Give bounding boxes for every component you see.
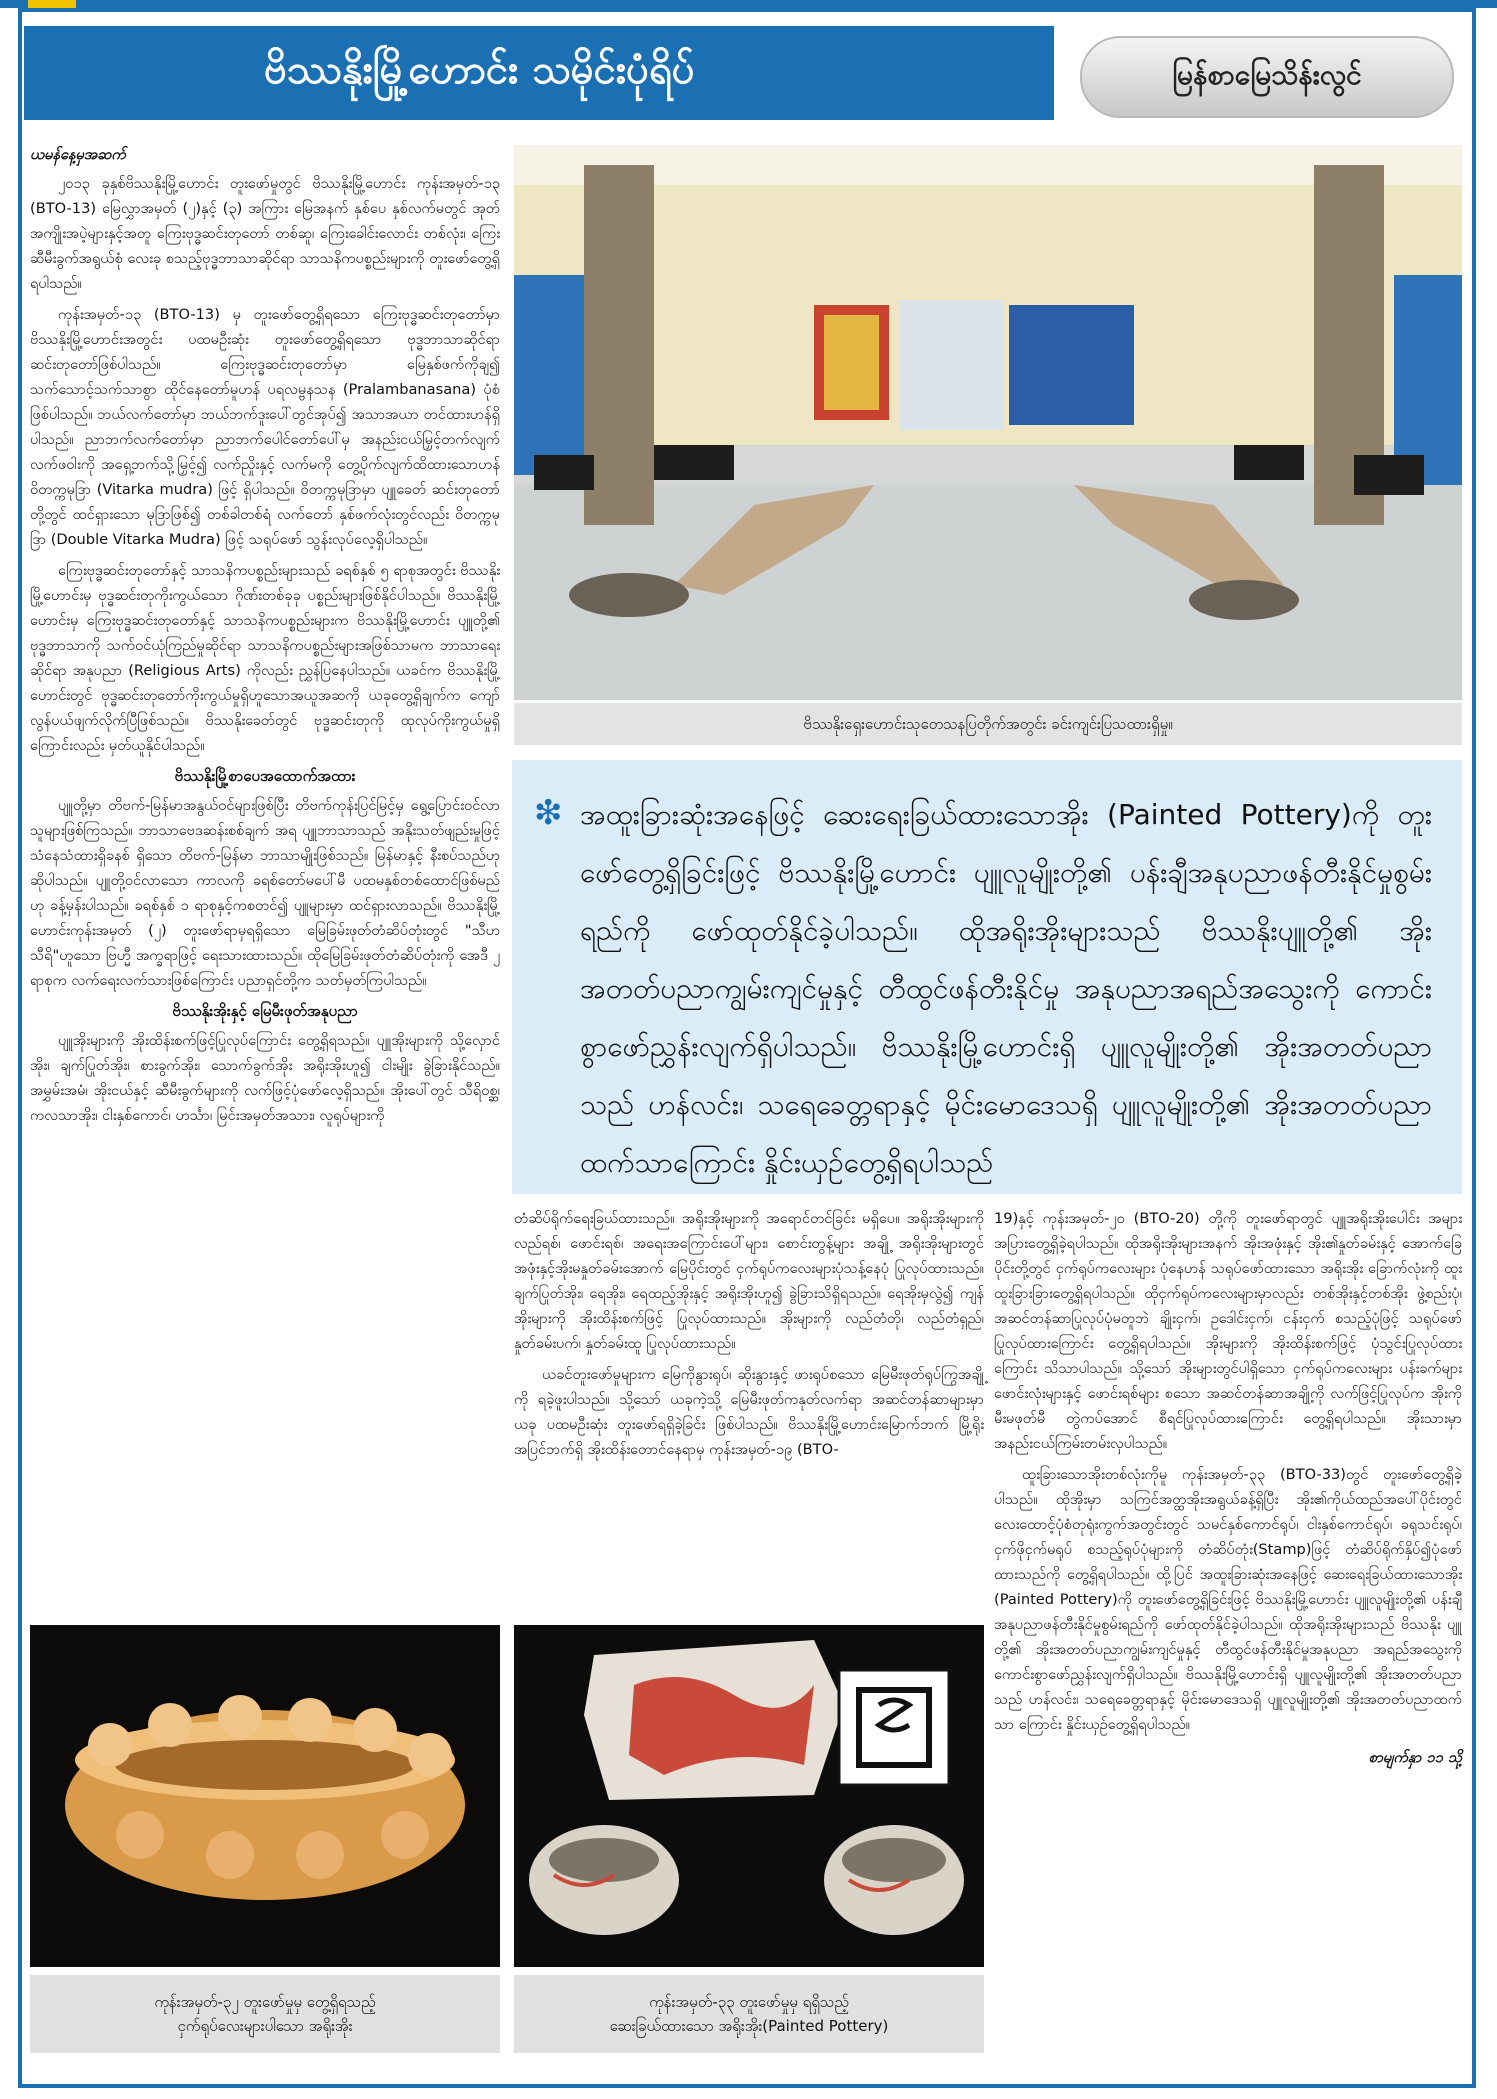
paragraph: ယခင်တူးဖော်မှုများက မြေကိုနွားရုပ်၊ ဆိုးနွားနှင့် ဖားရုပ်စသော မြေမီးဖုတ်ရုပ်ကြွအချို့ကို ရခဲ့ဖူးပါသည်။ သို့သော် ယခုကဲ့သို့ မြေမီးဖုတ်ကနုတ်လက်ရာ အဆင်တန်ဆာများမှာ ယခု ပထမဦးဆုံး တူးဖော်ရရှိခဲ့ခြင်း ဖြစ်ပါသည်။ ဗိဿနိုးမြို့ဟောင်းမြောက်ဘက် မြို့ရိုးအပြင်ဘက်ရှိ အိုးထိန်းတောင်နေရာမှ ကုန်းအမှတ်-၁၉ (BTO- (514, 1366, 984, 1458)
paragraph: 19)နှင့် ကုန်းအမှတ်-၂၀ (BTO-20) တို့ကို တူးဖော်ရာတွင် ပျူအရိုးအိုးပေါင်း အများအပြားတွေ့ရှိခဲ့ရပါသည်။ ထိုအရိုးအိုးများအနက် အိုးအဖုံးနှင့် အိုး၏နှုတ်ခမ်းနှင့် အောက်ခြေပိုင်းတို့တွင် ငှက်ရုပ်ကလေးများ ပုံနေဟန် သရုပ်ဖော်ထားသော အရိုးအိုး ခြောက်လုံးကို ထူးထူးခြားခြားတွေ့ရှိရပါသည်။ ထိုငှက်ရုပ်ကလေးများမှာလည်း တစ်အိုးနှင့်တစ်အိုး ဖွဲ့စည်းပုံ၊ အဆင်တန်ဆာပြုလုပ်ပုံမတူဘဲ ချိုးငှက်၊ ဥဒေါင်းငှက်၊ ငန်းငှက် စသည့်ပုံဖြင့် သရုပ်ဖော်ပြုလုပ်ထားကြောင်း တွေ့ရှိရပါသည်။ အိုးများကို အိုးထိန်းစက်ဖြင့် ပုံသွင်းပြုလုပ်ထားကြောင်း သိသာပါသည်။ သို့သော် အိုးများတွင်ပါရှိသော ငှက်ရုပ်ကလေးများ ပန်းခက်များ ဖောင်းလုံးများနှင့် ဖောင်းရစ်များ စသော အဆင်တန်ဆာအချို့ကို လက်ဖြင့်ပြုလုပ်က အိုးကိုမီးမဖုတ်မီ တွဲကပ်အောင် စီရင်ပြုလုပ်ထားကြောင်း တွေ့ရှိရပါသည်။ အိုးသားမှာ အနည်းငယ်ကြမ်းတမ်းလှပါသည်။ (994, 1210, 1462, 1452)
paragraph: ကြေးဗုဒ္ဓဆင်းတုတော်နှင့် သာသနိကပစ္စည်းများသည် ခရစ်နှစ် ၅ ရာစုအတွင်း ဗိဿနိုးမြို့ဟောင်းမှ ဗုဒ္ဓဆင်းတုကိုးကွယ်သော ဂိုဏ်းတစ်ခုခု ပစ္စည်းများဖြစ်နိုင်ပါသည်။ ဗိဿနိုးမြို့ဟောင်းမှ ကြေးဗုဒ္ဓဆင်းတုတော်နှင့် သာသနိကပစ္စည်းများက ဗိဿနိုးမြို့ဟောင်း ပျူတို့၏ ဗုဒ္ဓဘာသာကို သက်ဝင်ယုံကြည်မှုဆိုင်ရာ သာသနိကပစ္စည်းများအဖြစ်သာမက ဘာသာရေးဆိုင်ရာ အနုပညာ (Religious Arts) ကိုလည်း ညွှန်ပြနေပါသည်။ ယခင်က ဗိဿနိုးမြို့ဟောင်းတွင် ဗုဒ္ဓဆင်းတုတော်ကိုးကွယ်မှုရှိဟူသောအယူအဆကို ယခုတွေ့ရှိချက်က ကျော်လွန်ပယ်ဖျက်လိုက်ပြီဖြစ်သည်။ ဗိဿနိုးခေတ်တွင် ဗုဒ္ဓဆင်းတုကို ထုလုပ်ကိုးကွယ်မှုရှိကြောင်းလည်း မှတ်ယူနိုင်ပါသည်။ (30, 562, 500, 754)
caption-line: ငှက်ရုပ်လေးများပါသော အရိုးအိုး (177, 2017, 353, 2035)
article-column-3 (994, 1206, 1462, 1776)
paragraph: ၂၀၁၃ ခုနှစ်ဗိဿနိုးမြို့ဟောင်း တူးဖော်မှုတွင် ဗိဿနိုးမြို့ဟောင်း ကုန်းအမှတ်-၁၃ (BTO-13) မြေလွှာအမှတ် (၂)နှင့် (၃) အကြား မြေအနက် နှစ်ပေ နှစ်လက်မတွင် အုတ်အကျိုးအပဲ့များနှင့်အတူ ကြေးဗုဒ္ဓဆင်းတုတော် တစ်ဆူ၊ ကြေးခေါင်းလောင်း တစ်လုံး၊ ကြေးဆီမီးခွက်အရွယ်စုံ လေးခု စသည့်ဗုဒ္ဓဘာသာဆိုင်ရာ သာသနိကပစ္စည်းများကို တူးဖော်တွေ့ရှိရပါသည်။ (30, 175, 500, 292)
bird-pot-photo (30, 1625, 500, 1967)
museum-hall-image (514, 145, 1462, 700)
paragraph: ထူးခြားသောအိုးတစ်လုံးကိုမူ ကုန်းအမှတ်-၃၃ (BTO-33)တွင် တူးဖော်တွေ့ရှိခဲ့ပါသည်။ ထိုအိုးမှာ သကြင်အတ္ထအိုးအရွယ်ခန့်ရှိပြီး အိုး၏ကိုယ်ထည်အပေါ်ပိုင်းတွင် လေးထောင့်ပုံစံတုရုံးကွက်အတွင်းတွင် သမင်နှစ်ကောင်ရုပ်၊ ငါးနှစ်ကောင်ရုပ်၊ ခရုသင်းရုပ်၊ ငှက်ဖိုငှက်မရုပ် စသည့်ရုပ်ပုံများကို တံဆိပ်တုံး(Stamp)ဖြင့် တံဆိပ်ရိုက်နှိပ်၍ပုံဖော်ထားသည်ကို တွေ့ရှိရပါသည်။ ထို့ပြင် အထူးခြားဆုံးအနေဖြင့် ဆေးရေးခြယ်ထားသောအိုး (Painted Pottery)ကို တူးဖော်တွေ့ရှိခြင်းဖြင့် ဗိဿနိုးမြို့ဟောင်း ပျူလူမျိုးတို့၏ ပန်းချီအနုပညာဖန်တီးနိုင်မှုစွမ်းရည်ကို ဖော်ထုတ်နိုင်ခဲ့ပါသည်။ ထိုအရိုးအိုးများသည် ဗိဿနိုး ပျူတို့၏ အိုးအတတ်ပညာကျွမ်းကျင်မှုနှင့် တီထွင်ဖန်တီးနိုင်မှုအနုပညာ အရည်အသွေးကို ကောင်းစွာဖော်ညွှန်းလျက်ရှိပါသည်။ ဗိဿနိုးမြို့ဟောင်းရှိ ပျူလူမျိုးတို့၏ အိုးအတတ်ပညာသည် ဟန်လင်း၊ သရေခေတ္တရာနှင့် မိုင်းမောဒေသရှိ ပျူလူမျိုးတို့၏ အိုးအတတ်ပညာထက်သာ ကြောင်း နှိုင်းယှဉ်တွေ့ရှိရပါသည်။ (994, 1466, 1462, 1733)
byline: ယမန်နေ့မှအဆက် (30, 146, 126, 163)
painted-pottery-caption (514, 1975, 984, 2053)
continued-note: စာမျက်နှာ ၁၁ သို့ (1368, 1749, 1462, 1766)
subheading: ဗိဿနိုးမြို့စာပေအထောက်အထား (174, 767, 356, 785)
museum-photo (514, 145, 1462, 700)
paragraph: ကုန်းအမှတ်-၁၃ (BTO-13) မှ တူးဖော်တွေ့ရှိရသော ကြေးဗုဒ္ဓဆင်းတုတော်မှာ ဗိဿနိုးမြို့ဟောင်းအတွင်း ပထမဦးဆုံး တူးဖော်တွေ့ရှိရသော ဗုဒ္ဓဘာသာဆိုင်ရာ ဆင်းတုတော်ဖြစ်ပါသည်။ ကြေးဗုဒ္ဓဆင်းတုတော်မှာ မြေနှစ်ဖက်ကိုချ၍ သက်သောင့်သက်သာစွာ ထိုင်နေတော်မူဟန် ပရလမ္ဗနသန (Pralambanasana) ပုံစံဖြစ်ပါသည်။ ဘယ်လက်တော်မှာ ဘယ်ဘက်ဒူးပေါ်တွင်အုပ်၍ အသာအယာ တင်ထားဟန်ရှိပါသည်။ ညာဘက်လက်တော်မှာ ညာဘက်ပေါင်တော်ပေါ်မှ အနည်းငယ်မြှင့်တက်လျက် လက်ဖဝါးကို အရှေ့ဘက်သို့မြှင့်၍ လက်ညှိုးနှင့် လက်မကို တွေ့ပိုက်လျက်ထိထားသောဟန် ဝိတက္ကမုဒြာ (Vitarka mudra) ဖြင့် ရှိပါသည်။ ဝိတက္ကမုဒြာမှာ ပျူခေတ် ဆင်းတုတော်တို့တွင် ထင်ရှားသော မုဒြာဖြစ်၍ တစ်ခါတစ်ရံ လက်တော် နှစ်ဖက်လုံးတွင်လည်း ဝိတက္ကမုဒြာ (Double Vitarka Mudra) ဖြင့် သရုပ်ဖော် သွန်းလုပ်လေ့ရှိပါသည်။ (30, 306, 500, 548)
caption-line: ကုန်းအမှတ်-၃၃ တူးဖော်မှုမှ ရရှိသည့် (649, 1993, 849, 2011)
pull-quote-text: အထူးခြားဆုံးအနေဖြင့် ဆေးရေးခြယ်ထားသောအိုး (Painted Pottery)ကို တူးဖော်တွေ့ရှိခြင်းဖြင့် ဗိဿနိုးမြို့ဟောင်း ပျူလူမျိုးတို့၏ ပန်းချီအနုပညာဖန်တီးနိုင်မှုစွမ်းရည်ကို ဖော်ထုတ်နိုင်ခဲ့ပါသည်။ ထိုအရိုးအိုးများသည် ဗိဿနိုးပျူတို့၏ အိုးအတတ်ပညာကျွမ်းကျင်မှုနှင့် တီထွင်ဖန်တီးနိုင်မှု အနုပညာအရည်အသွေးကို ကောင်းစွာဖော်ညွှန်းလျက်ရှိပါသည်။ ဗိဿနိုးမြို့ဟောင်းရှိ ပျူလူမျိုးတို့၏ အိုးအတတ်ပညာသည် ဟန်လင်း၊ သရေခေတ္တရာနှင့် မိုင်းမောဒေသရှိ ပျူလူမျိုးတို့၏ အိုးအတတ်ပညာထက်သာကြောင်း နှိုင်းယှဉ်တွေ့ရှိရပါသည် (580, 798, 1432, 1179)
pull-quote (512, 760, 1462, 1194)
subheading: ဗိဿနိုးအိုးနှင့် မြေမီးဖုတ်အနုပညာ (172, 1002, 358, 1020)
article-column-1 (30, 142, 500, 1134)
caption-line: ကုန်းအမှတ်-၃၂ တူးဖော်မှုမှ တွေ့ရှိရသည့် (154, 1993, 376, 2011)
top-accent (28, 0, 76, 8)
painted-pottery-photo (514, 1625, 984, 1967)
bird-pot-image (30, 1625, 500, 1967)
paragraph: ပျူတို့မှာ တိဗက်-မြန်မာအနွယ်ဝင်များဖြစ်ပြီး တိဗက်ကုန်းပြင်မြင့်မှ ရွေ့ပြောင်းဝင်လာသူများဖြစ်ကြသည်။ ဘာသာဗေဒဆန်းစစ်ချက် အရ ပျူဘာသာသည် အနိုးသတ်ဖျည်းမှုဖြင့် သံနေသံထားရှိခနစ် ရှိသော တိဗက်-မြန်မာ ဘာသာမျိုးဖြစ်သည်။ မြန်မာနှင့် နီးစပ်သည်ဟု ဆိုပါသည်။ ပျူတို့ဝင်လာသော ကာလကို ခရစ်တော်မပေါ်မီ ပထမနှစ်တစ်ထောင်ဖြစ်မည်ဟု ခန့်မှန်းပါသည်။ ခရစ်နှစ် ၁ ရာစုနှင့်ကစတင်၍ ပျူများမှာ ထင်ရှားလာသည်။ ဗိဿနိုးမြို့ဟောင်းကုန်းအမှတ် (၂) တူးဖော်ရာမှရရှိသော မြေခြမ်းဖုတ်တံဆိပ်တုံးတွင် "သီဟသီရိ"ဟူသော ဗြဟ္မီ အက္ခရာဖြင့် ရေးသားထားသည်။ ထိုမြေခြမ်းဖုတ်တံဆိပ်တုံးကို အေဒီ ၂ ရာစုက လက်ရေးလက်သားဖြစ်ကြောင်း ပညာရှင်တို့က သတ်မှတ်ကြပါသည်။ (30, 797, 500, 989)
asterisk-icon: ❇ (534, 793, 563, 833)
article-column-2 (514, 1206, 984, 1468)
page-title: ဗိဿနိုးမြို့ဟောင်း သမိုင်းပုံရိပ် (24, 26, 1054, 120)
paragraph: တံဆိပ်ရိုက်ရေးခြယ်ထားသည်။ အရိုးအိုးများကို အရောင်တင်ခြင်း မရှိပေ။ အရိုးအိုးများကို လည်ရစ်၊ ဖောင်းရစ်၊ အရေးအကြောင်းပေါ်များ၊ စောင်းတွန့်များ အချို့ အရိုးအိုးများတွင် အဖုံးနှင့်အိုးမနှုတ်ခမ်းအောက် မြေပိုင်းတွင် ငှက်ရုပ်ကလေးများပုံသန့်နေပုံ ပြုလုပ်ထားသည်။ ချက်ပြုတ်အိုး၊ ရေအိုး၊ ရေထည့်အိုးနှင့် အရိုးအိုးဟူ၍ ခွဲခြားသိရှိရသည်။ ရေအိုးမှလွဲ၍ ကျန်အိုးများကို အိုးထိန်းစက်ဖြင့် ပြုလုပ်ထားသည်။ အိုးများကို လည်တံတို၊ လည်တံရှည်၊ နှုတ်ခမ်းပက်၊ နှုတ်ခမ်းထူ ပြုလုပ်ထားသည်။ (514, 1210, 984, 1352)
caption-line: ဆေးခြယ်ထားသော အရိုးအိုး(Painted Pottery) (609, 2017, 889, 2035)
section-badge: မြန်စာမြေသိန်းလွင် (1080, 36, 1454, 118)
top-color-bar (0, 0, 1497, 8)
bird-pot-caption (30, 1975, 500, 2053)
museum-caption: ဗိဿနိုးရှေးဟောင်းသုတေသနပြတိုက်အတွင်း ခင်းကျင်းပြသထားရှိမှု။ (514, 703, 1462, 745)
paragraph: ပျူအိုးများကို အိုးထိန်းစက်ဖြင့်ပြုလုပ်ကြောင်း တွေ့ရှိရသည်။ ပျူအိုးများကို သို့လှောင်အိုး၊ ချက်ပြုတ်အိုး၊ စားခွက်အိုး၊ သောက်ခွက်အိုး အရိုးအိုးဟူ၍ ငါးမျိုး ခွဲခြားနိုင်သည်။ အမွှမ်းအမံ၊ အိုးငယ်နှင့် ဆီမီးခွက်များကို လက်ဖြင့်ပုံဖော်လေ့ရှိသည်။ အိုးပေါ်တွင် သီရိဝစ္ဆ၊ ကလသာအိုး၊ ငါးနှစ်ကောင်၊ ဟင်္သာ၊ မြင်းအမှတ်အသား၊ လူရုပ်များကို (30, 1032, 500, 1124)
painted-pottery-image (514, 1625, 984, 1967)
